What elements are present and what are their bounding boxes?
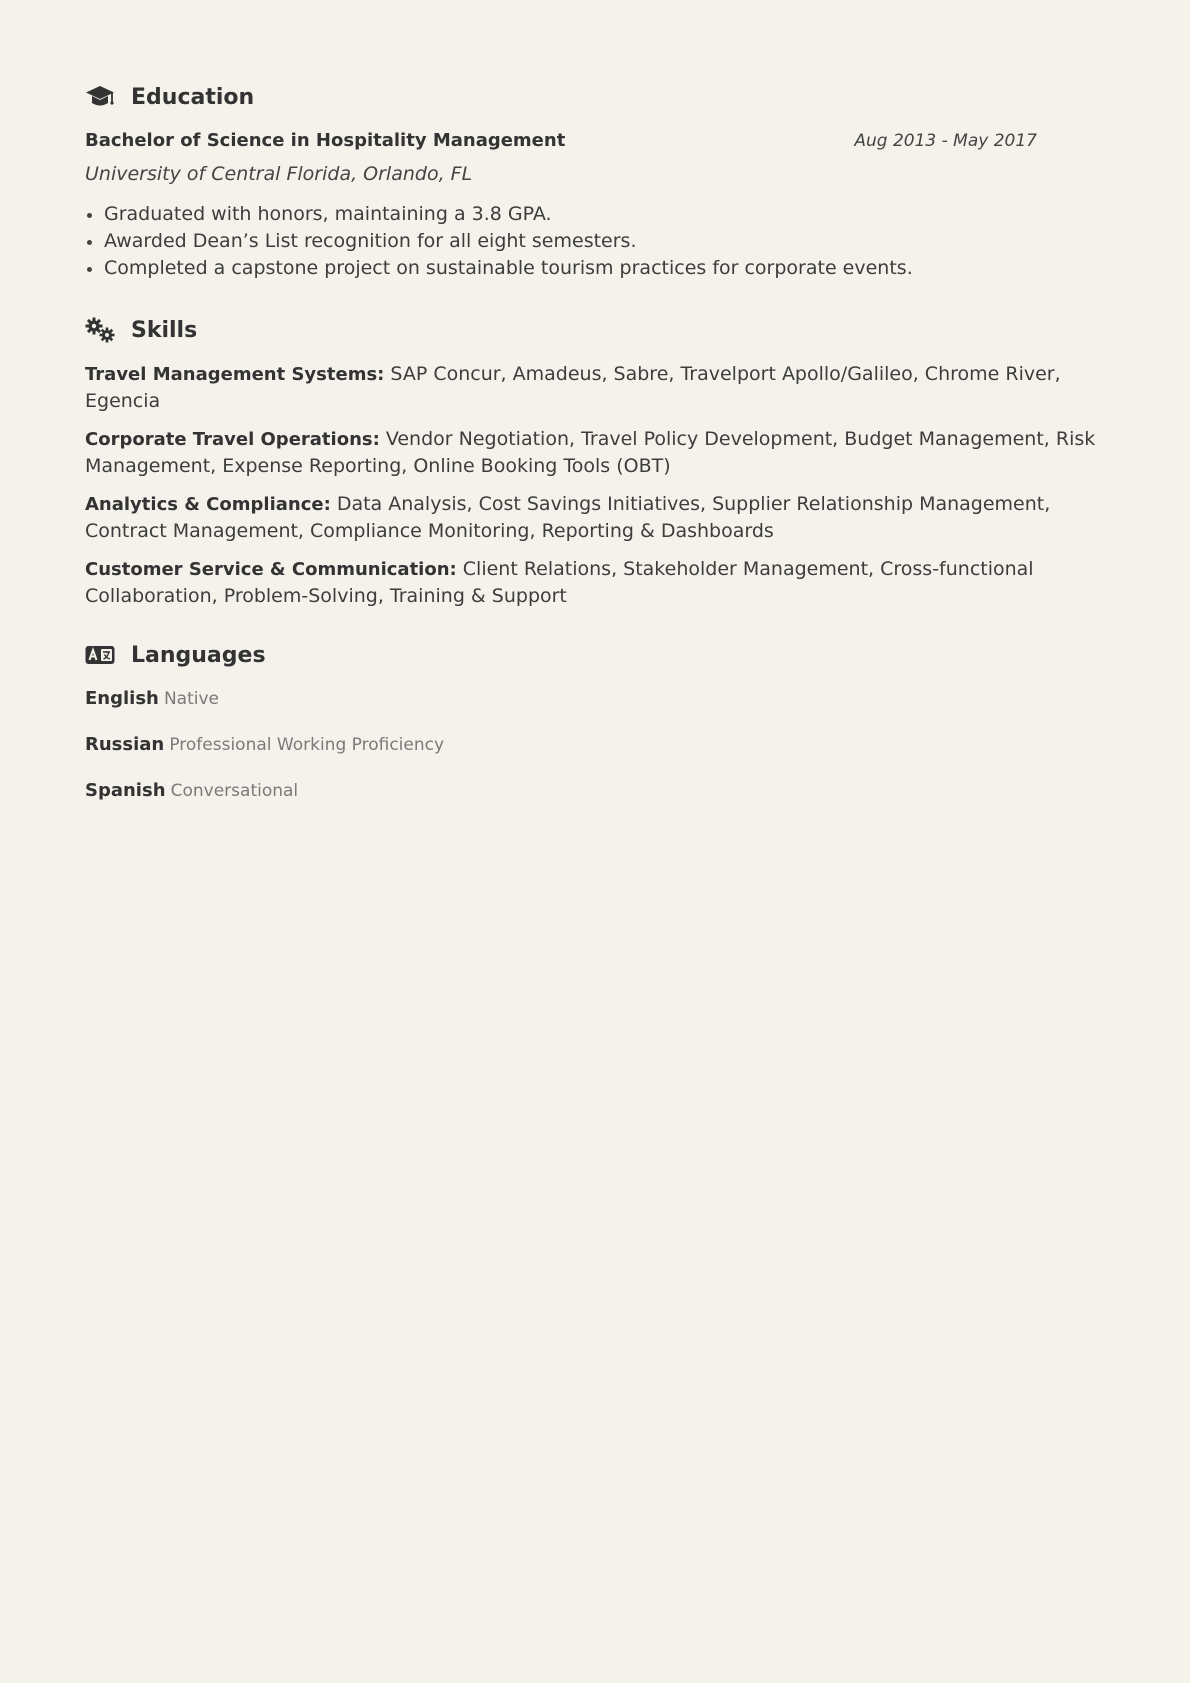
- language-level: Native: [163, 689, 220, 709]
- skills-section: [85, 311, 1105, 610]
- education-entry-header: [85, 128, 1105, 154]
- language-row: [85, 732, 1105, 758]
- skill-category: Travel Management Systems:: [85, 364, 385, 385]
- skill-values: Data Analysis, Cost Savings Initiatives, Supplier Relationship Management, Contract Management, Compliance Monitoring, Reporting & Dashboards: [85, 493, 1051, 542]
- list-item: Completed a capstone project on sustainable tourism practices for corporate events.: [85, 255, 1105, 282]
- skill-category: Customer Service & Communication:: [85, 559, 457, 580]
- education-bullets: [85, 201, 1105, 282]
- language-level: Professional Working Proficiency: [169, 735, 445, 755]
- language-name: Spanish: [85, 780, 166, 801]
- resume-page: [85, 78, 1105, 804]
- language-icon: [85, 640, 115, 670]
- education-dates: Aug 2013 - May 2017: [854, 131, 1037, 151]
- language-name: English: [85, 688, 159, 709]
- skill-category: Analytics & Compliance:: [85, 494, 331, 515]
- skill-values: Client Relations, Stakeholder Management, Cross-functional Collaboration, Problem-Solving, Training & Support: [85, 558, 1034, 607]
- languages-section: [85, 636, 1105, 804]
- languages-title: Languages: [131, 642, 266, 668]
- language-row: [85, 686, 1105, 712]
- language-row: [85, 778, 1105, 804]
- graduation-cap-icon: [85, 82, 115, 112]
- list-item: Graduated with honors, maintaining a 3.8 GPA.: [85, 201, 1105, 228]
- list-item: Awarded Dean’s List recognition for all eight semesters.: [85, 228, 1105, 255]
- school-name: University of Central Florida, Orlando, FL: [85, 163, 473, 185]
- skill-values: SAP Concur, Amadeus, Sabre, Travelport Apollo/Galileo, Chrome River, Egencia: [85, 363, 1061, 412]
- skills-header: [85, 311, 1105, 349]
- education-section: [85, 78, 1105, 282]
- skill-values: Vendor Negotiation, Travel Policy Development, Budget Management, Risk Management, Expense Reporting, Online Booking Tools (OBT): [85, 428, 1096, 477]
- skill-row: [85, 556, 1105, 610]
- education-header: [85, 78, 1105, 116]
- skill-row: [85, 426, 1105, 480]
- skills-title: Skills: [131, 317, 198, 343]
- skill-row: [85, 361, 1105, 415]
- skill-row: [85, 491, 1105, 545]
- gears-icon: [85, 315, 115, 345]
- language-name: Russian: [85, 734, 165, 755]
- education-title: Education: [131, 84, 255, 110]
- skill-category: Corporate Travel Operations:: [85, 429, 380, 450]
- degree-title: Bachelor of Science in Hospitality Management: [85, 130, 566, 151]
- languages-header: [85, 636, 1105, 674]
- language-level: Conversational: [170, 781, 299, 801]
